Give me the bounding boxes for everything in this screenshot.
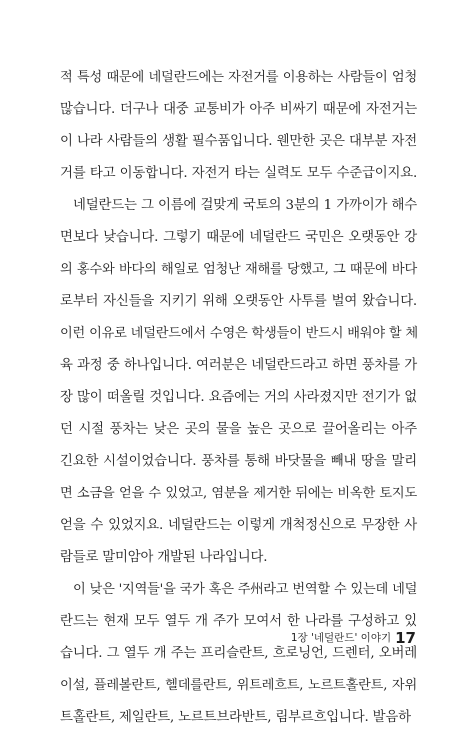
text-line: 로부터 자신들을 지키기 위해 오랫동안 사투를 벌여 왔습니다. <box>60 294 417 309</box>
text-line: 네덜란드는 그 이름에 걸맞게 국토의 3분의 1 가까이가 해수 <box>73 198 417 213</box>
text-line: 트홀란트, 제일란트, 노르트브라반트, 림부르흐입니다. 발음하 <box>60 710 411 725</box>
text-line: 긴요한 시설이었습니다. 풍차를 통해 바닷물을 빼내 땅을 말리 <box>60 454 417 469</box>
text-line: 장 많이 떠올릴 것입니다. 요즘에는 거의 사라졌지만 전기가 없 <box>60 390 417 405</box>
text-line: 이설, 플레볼란트, 헬데를란트, 위트레흐트, 노르트홀란트, 자위 <box>60 678 417 693</box>
text-line: 란드는 현재 모두 열두 개 주가 모여서 한 나라를 구성하고 있 <box>60 614 417 629</box>
text-line: 의 홍수와 바다의 해일로 엄청난 재해를 당했고, 그 때문에 바다 <box>60 262 417 277</box>
text-line: 얻을 수 있었지요. 네덜란드는 이렇게 개척정신으로 무장한 사 <box>60 518 417 533</box>
text-line: 이 나라 사람들의 생활 필수품입니다. 웬만한 곳은 대부분 자전 <box>60 134 417 149</box>
text-line: 면 소금을 얻을 수 있었고, 염분을 제거한 뒤에는 비옥한 토지도 <box>60 486 417 501</box>
text-line: 많습니다. 더구나 대중 교통비가 아주 비싸기 때문에 자전거는 <box>60 102 417 117</box>
text-line: 습니다. 그 열두 개 주는 프리슬란트, 흐로닝언, 드렌터, 오버레 <box>60 646 417 661</box>
text-line: 이 낮은 '지역들'을 국가 혹은 주州라고 번역할 수 있는데 네덜 <box>73 582 418 597</box>
text-line: 이런 이유로 네덜란드에서 수영은 학생들이 반드시 배워야 할 체 <box>60 326 418 341</box>
page-footer <box>291 628 416 647</box>
text-line: 적 특성 때문에 네덜란드에는 자전거를 이용하는 사람들이 엄청 <box>60 70 417 85</box>
chapter-title: 1장 '네덜란드' 이야기 <box>290 632 392 644</box>
text-line: 거를 타고 이동합니다. 자전거 타는 실력도 모두 수준급이지요. <box>60 166 417 181</box>
page-number: 17 <box>395 629 416 647</box>
text-line: 람들로 말미암아 개발된 나라입니다. <box>60 550 268 565</box>
text-line: 육 과정 중 하나입니다. 여러분은 네덜란드라고 하면 풍차를 가 <box>60 358 417 373</box>
text-line: 던 시절 풍차는 낮은 곳의 물을 높은 곳으로 끌어올리는 아주 <box>60 422 417 437</box>
text-line: 면보다 낮습니다. 그렇기 때문에 네덜란드 국민은 오랫동안 강 <box>60 230 417 245</box>
